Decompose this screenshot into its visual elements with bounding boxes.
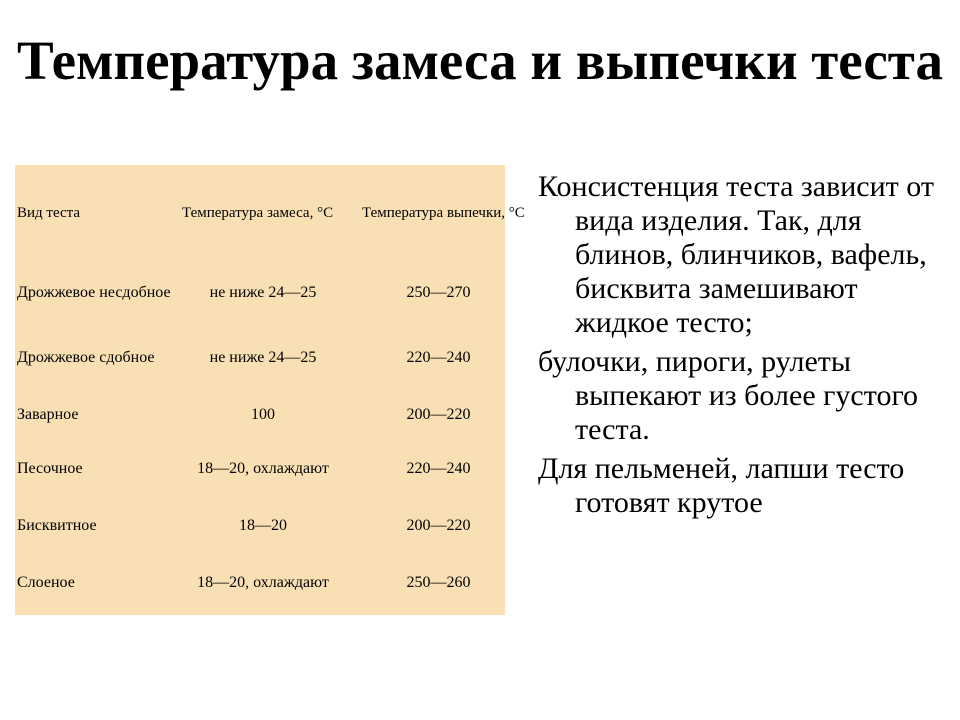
header-mixing-temperature: Температура замеса, °С: [182, 204, 334, 221]
cell-baking-temperature: 220—240: [406, 459, 471, 477]
dough-table-panel: [15, 165, 525, 615]
table-row: [15, 260, 525, 325]
cell-baking-temperature: 220—240: [406, 348, 471, 366]
header-baking-temperature: Температура выпечки, °С: [362, 204, 525, 221]
cell-mixing-temperature: 100: [251, 406, 275, 423]
dough-temperature-table: [15, 165, 525, 612]
paragraph-dumplings: Для пельменей, лапши тесто готовят крутое: [538, 452, 905, 519]
slide-title: Температура замеса и выпечки теста: [16, 30, 943, 91]
cell-dough-kind: Дрожжевое несдобное: [17, 283, 171, 301]
cell-baking-temperature: 200—220: [406, 406, 471, 423]
cell-baking-temperature: 250—260: [406, 574, 471, 591]
cell-mixing-temperature: не ниже 24—25: [209, 348, 317, 366]
table-row: [15, 390, 525, 440]
cell-mixing-temperature: 18—20: [239, 516, 287, 534]
body-text: [538, 170, 948, 525]
table-row: [15, 325, 525, 390]
cell-dough-kind: Слоеное: [17, 574, 75, 591]
table-row: [15, 554, 525, 612]
cell-dough-kind: Бисквитное: [17, 516, 97, 534]
paragraph-buns: булочки, пироги, рулеты выпекают из более густого теста.: [538, 345, 919, 446]
cell-dough-kind: Заварное: [17, 406, 79, 423]
paragraph-consistency: Консистенция теста зависит от вида изделия. Так, для блинов, блинчиков, вафель, бисквита замешивают жидкое тесто;: [538, 170, 935, 339]
cell-baking-temperature: 250—270: [406, 283, 471, 301]
cell-mixing-temperature: 18—20, охлаждают: [197, 574, 329, 591]
cell-baking-temperature: 200—220: [406, 516, 471, 534]
header-dough-kind: Вид теста: [17, 204, 81, 221]
table-row: [15, 440, 525, 497]
table-header-row: [15, 165, 525, 260]
cell-mixing-temperature: не ниже 24—25: [209, 283, 317, 301]
cell-dough-kind: Песочное: [17, 459, 83, 477]
table-row: [15, 497, 525, 554]
cell-mixing-temperature: 18—20, охлаждают: [197, 459, 329, 477]
cell-dough-kind: Дрожжевое сдобное: [17, 348, 155, 366]
